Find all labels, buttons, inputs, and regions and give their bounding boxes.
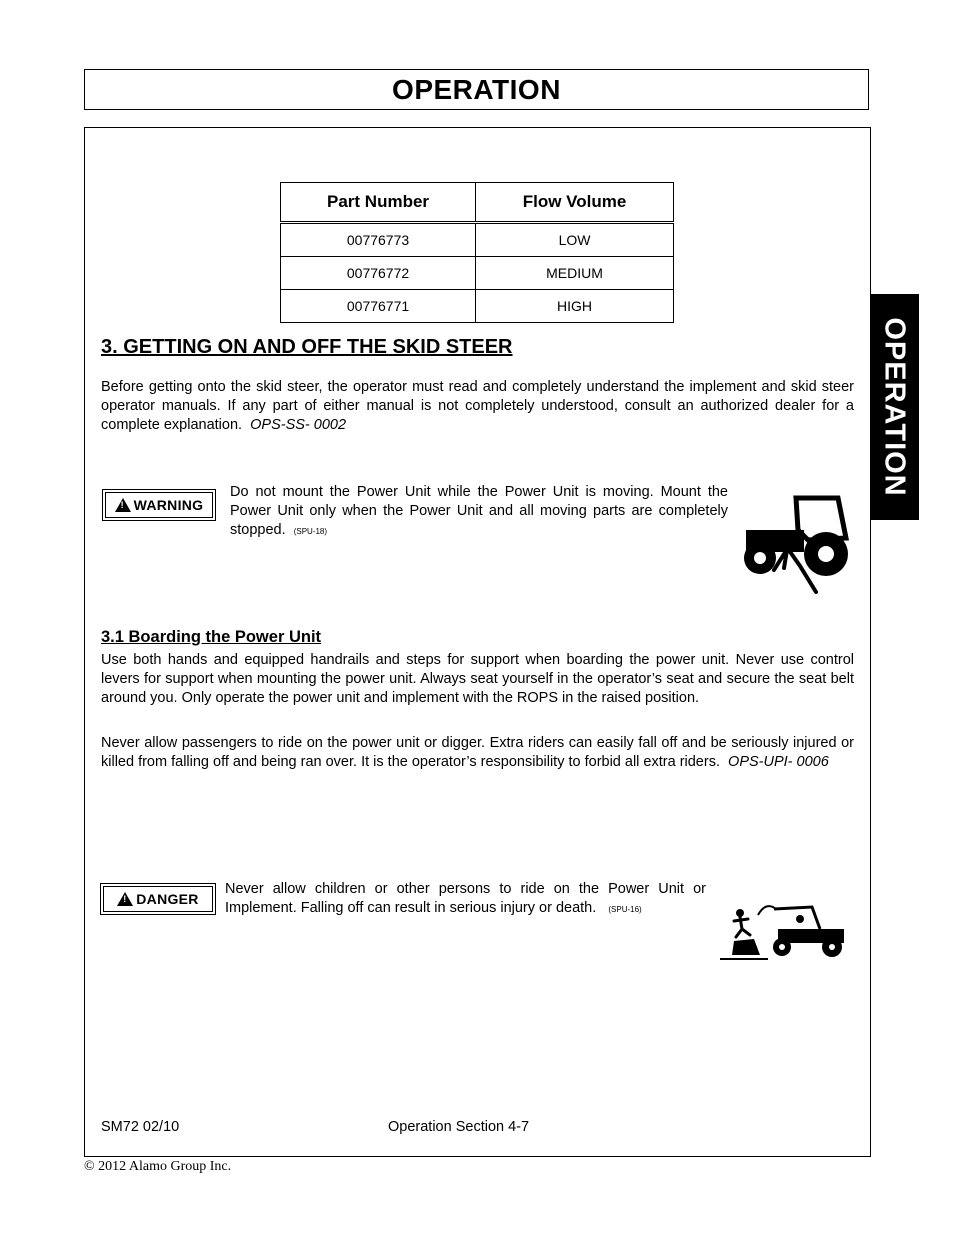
section-side-tab bbox=[870, 294, 919, 520]
intro-reference: OPS-SS- 0002 bbox=[250, 417, 347, 433]
column-header-part-number: Part Number bbox=[281, 183, 476, 223]
page-title: OPERATION bbox=[392, 74, 561, 105]
passengers-reference: OPS-UPI- 0006 bbox=[728, 754, 829, 770]
intro-paragraph bbox=[101, 378, 854, 435]
flow-volume-cell: MEDIUM bbox=[476, 257, 674, 290]
rider-falling-icon bbox=[720, 895, 848, 961]
section-heading: 3. GETTING ON AND OFF THE SKID STEER bbox=[101, 336, 513, 358]
flow-volume-cell: HIGH bbox=[476, 290, 674, 323]
passengers-text: Never allow passengers to ride on the power unit or digger. Extra riders can easily fall off and be seriously injured or killed from falling off and being ran over. It is the operator’s responsibility to forbid all extra riders. bbox=[101, 735, 854, 770]
falling-off-tractor-icon bbox=[738, 490, 850, 598]
subsection-heading: 3.1 Boarding the Power Unit bbox=[101, 628, 322, 646]
page-header bbox=[84, 69, 869, 110]
table-row bbox=[281, 223, 674, 257]
danger-badge-label: DANGER bbox=[136, 891, 199, 907]
boarding-paragraph: Use both hands and equipped handrails and steps for support when boarding the power unit. Never use control levers for support when mounting the power unit. Always seat yourself in the operator’s seat and secure the seat belt around you. Only operate the power unit and implement with the ROPS in the raised position. bbox=[101, 652, 854, 706]
side-tab-label: OPERATION bbox=[878, 317, 911, 497]
danger-reference: (SPU-16) bbox=[608, 905, 642, 914]
danger-triangle-icon: ! bbox=[117, 892, 133, 906]
table-row bbox=[281, 257, 674, 290]
danger-text: Never allow children or other persons to ride on the Power Unit or Implement. Falling off can result in serious injury or death. bbox=[225, 881, 706, 916]
flow-volume-cell: LOW bbox=[476, 223, 674, 257]
parts-table bbox=[280, 182, 674, 323]
warning-reference: (SPU-18) bbox=[293, 527, 328, 536]
warning-badge-label: WARNING bbox=[133, 497, 204, 513]
footer-manual-id: SM72 02/10 bbox=[101, 1119, 180, 1135]
warning-message bbox=[230, 483, 728, 541]
table-header-row bbox=[281, 183, 674, 223]
warning-triangle-icon: ! bbox=[115, 498, 131, 512]
intro-text: Before getting onto the skid steer, the operator must read and completely understand the implement and skid steer operator manuals. If any part of either manual is not completely understood, consult an authorized dealer for a complete explanation. bbox=[101, 379, 854, 433]
footer-page-number: Operation Section 4-7 bbox=[388, 1119, 530, 1135]
passengers-paragraph bbox=[101, 734, 854, 772]
warning-text: Do not mount the Power Unit while the Power Unit is moving. Mount the Power Unit only when the Power Unit and all moving parts are completely stopped. bbox=[230, 484, 728, 538]
danger-message bbox=[225, 880, 706, 919]
warning-badge bbox=[102, 489, 216, 521]
column-header-flow-volume: Flow Volume bbox=[476, 183, 674, 223]
danger-badge bbox=[100, 883, 216, 915]
table-row bbox=[281, 290, 674, 323]
part-number-cell: 00776771 bbox=[281, 290, 476, 323]
part-number-cell: 00776772 bbox=[281, 257, 476, 290]
copyright-notice: © 2012 Alamo Group Inc. bbox=[84, 1159, 232, 1174]
part-number-cell: 00776773 bbox=[281, 223, 476, 257]
